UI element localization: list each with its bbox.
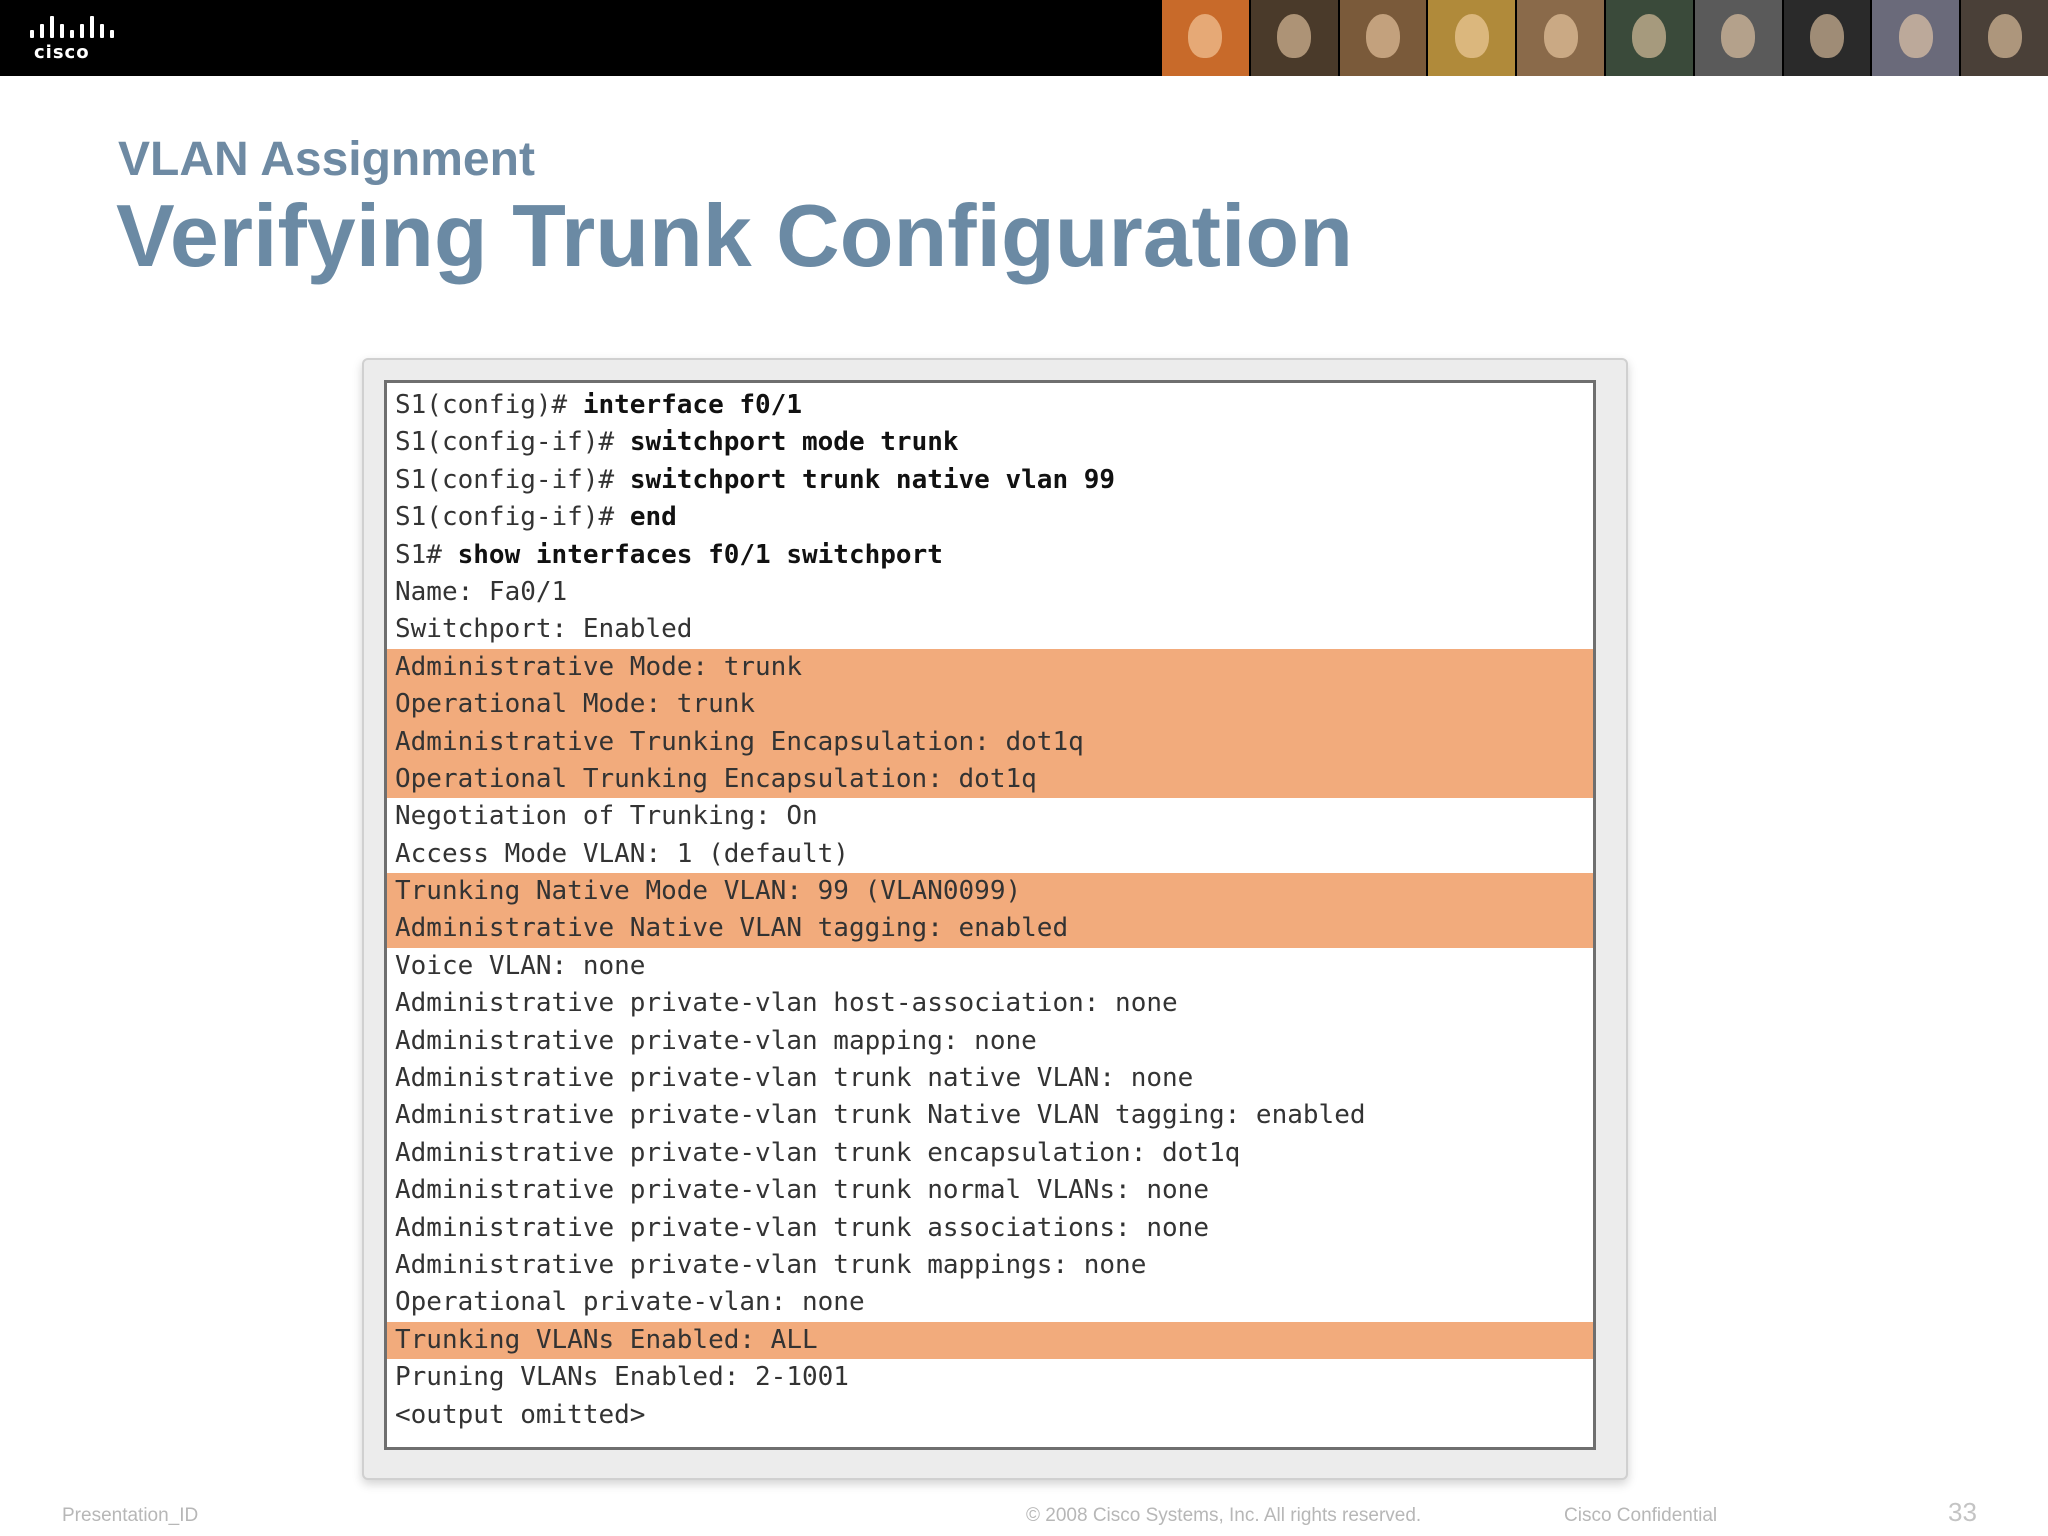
cisco-logo: [28, 14, 118, 64]
face-shape: [1721, 14, 1755, 58]
cli-text: Operational Mode: trunk: [395, 689, 756, 720]
highlighted-output-line: [387, 649, 1593, 686]
face-shape: [1455, 14, 1489, 58]
cli-text: Access Mode VLAN: 1 (default): [395, 838, 849, 869]
cli-line: [387, 948, 1593, 985]
cli-command: show interfaces f0/1 switchport: [457, 539, 943, 570]
footer-copyright: © 2008 Cisco Systems, Inc. All rights reserved.: [1026, 1505, 1422, 1526]
page-number: 33: [1948, 1497, 1977, 1527]
cli-line: [387, 1172, 1593, 1209]
cli-command: switchport mode trunk: [629, 427, 959, 458]
cli-line: [387, 1135, 1593, 1172]
cli-text: S1#: [395, 539, 458, 570]
portrait-photo: [1160, 0, 1249, 76]
portrait-photo: [1515, 0, 1604, 76]
cli-line: [387, 574, 1593, 611]
cli-line: [387, 1210, 1593, 1247]
cli-text: Administrative private-vlan trunk normal VLANs: none: [395, 1175, 1209, 1206]
photo-strip: [1160, 0, 2048, 76]
cli-line: [387, 985, 1593, 1022]
cli-text: Administrative Mode: trunk: [395, 651, 802, 682]
cli-line: [387, 424, 1593, 461]
cli-text: Administrative private-vlan trunk associations: none: [395, 1212, 1209, 1243]
highlighted-output-line: [387, 724, 1593, 761]
cli-text: Administrative private-vlan trunk Native VLAN tagging: enabled: [395, 1100, 1366, 1131]
highlighted-output-line: [387, 761, 1593, 798]
face-shape: [1188, 14, 1222, 58]
cli-text: Administrative private-vlan trunk encapsulation: dot1q: [395, 1137, 1241, 1168]
cli-text: Pruning VLANs Enabled: 2-1001: [395, 1362, 849, 1393]
face-shape: [1277, 14, 1311, 58]
cli-text: S1(config-if)#: [395, 502, 630, 533]
cli-command: switchport trunk native vlan 99: [629, 464, 1116, 495]
cli-line: [387, 1060, 1593, 1097]
face-shape: [1366, 14, 1400, 58]
cli-line: [387, 1359, 1593, 1396]
cli-line: [387, 1284, 1593, 1321]
cli-text: Trunking VLANs Enabled: ALL: [395, 1324, 818, 1355]
cli-text: Administrative private-vlan trunk native VLAN: none: [395, 1063, 1194, 1094]
cli-line: [387, 798, 1593, 835]
footer-presentation-id: Presentation_ID: [62, 1505, 199, 1526]
cli-text: Operational private-vlan: none: [395, 1287, 865, 1318]
logo-wordmark: cisco: [34, 42, 90, 63]
face-shape: [1810, 14, 1844, 58]
cisco-bridge-icon: [28, 14, 114, 38]
cli-line: [387, 537, 1593, 574]
portrait-photo: [1426, 0, 1515, 76]
cli-text: Administrative private-vlan trunk mappings: none: [395, 1249, 1147, 1280]
face-shape: [1899, 14, 1933, 58]
cli-text: Operational Trunking Encapsulation: dot1q: [395, 763, 1037, 794]
highlighted-output-line: [387, 686, 1593, 723]
cli-line: [387, 836, 1593, 873]
cli-text: Negotiation of Trunking: On: [395, 801, 818, 832]
cli-command: interface f0/1: [582, 390, 802, 420]
cli-text: Trunking Native Mode VLAN: 99 (VLAN0099): [395, 876, 1022, 907]
cli-text: <output omitted>: [395, 1399, 646, 1430]
cli-text: Administrative private-vlan host-association: none: [395, 988, 1178, 1019]
portrait-photo: [1959, 0, 2048, 76]
header-bar: [0, 0, 2048, 76]
portrait-photo: [1604, 0, 1693, 76]
cli-line: [387, 462, 1593, 499]
portrait-photo: [1693, 0, 1782, 76]
slide-subtitle: VLAN Assignment: [118, 133, 535, 186]
highlighted-output-line: [387, 910, 1593, 947]
portrait-photo: [1249, 0, 1338, 76]
face-shape: [1632, 14, 1666, 58]
cli-line: [387, 611, 1593, 648]
slide-title: Verifying Trunk Configuration: [116, 186, 1353, 285]
portrait-photo: [1782, 0, 1871, 76]
portrait-photo: [1870, 0, 1959, 76]
cli-line: [387, 1023, 1593, 1060]
face-shape: [1544, 14, 1578, 58]
cli-text: S1(config-if)#: [395, 464, 630, 495]
cli-line: [387, 499, 1593, 536]
cli-line: [387, 387, 1593, 424]
cli-text: S1(config-if)#: [395, 427, 630, 458]
footer-confidential: Cisco Confidential: [1564, 1505, 1718, 1526]
face-shape: [1988, 14, 2022, 58]
highlighted-output-line: [387, 873, 1593, 910]
cli-text: Switchport: Enabled: [395, 614, 693, 645]
cli-line: [387, 1097, 1593, 1134]
cli-text: Administrative private-vlan mapping: none: [395, 1025, 1037, 1056]
cli-text: Administrative Trunking Encapsulation: dot1q: [395, 726, 1084, 757]
cli-text: Name: Fa0/1: [395, 576, 568, 607]
cli-line: [387, 1397, 1593, 1434]
cli-line: [387, 1247, 1593, 1284]
terminal-output: [384, 380, 1596, 1450]
cli-text: Administrative Native VLAN tagging: enabled: [395, 913, 1069, 944]
portrait-photo: [1338, 0, 1427, 76]
highlighted-output-line: [387, 1322, 1593, 1359]
cli-command: end: [629, 502, 677, 533]
cli-text: Voice VLAN: none: [395, 950, 646, 981]
cli-text: S1(config)#: [395, 390, 583, 420]
